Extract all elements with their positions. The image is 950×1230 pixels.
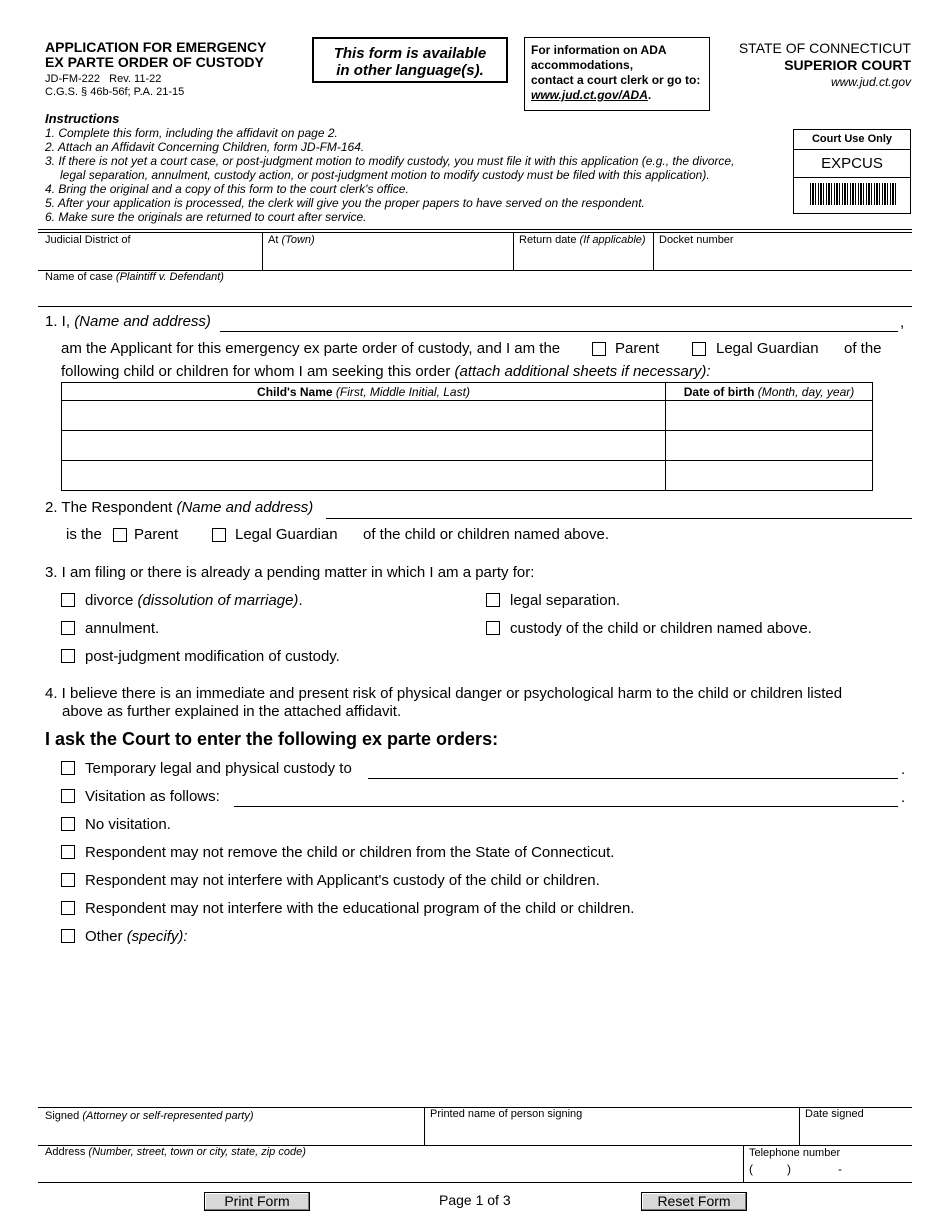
instruction-item: 2. Attach an Affidavit Concerning Children, form JD-FM-164.	[45, 140, 365, 154]
ada-period: .	[647, 88, 652, 102]
section1-applicant-label: 1. I, (Name and address)	[45, 313, 211, 330]
child-dob-header: Date of birth (Month, day, year)	[666, 383, 873, 401]
section4-line1: 4. I believe there is an immediate and present risk of physical danger or psychological harm to the child or children listed	[45, 685, 843, 702]
child-dob-cell[interactable]	[666, 461, 873, 491]
no-visitation-label: No visitation.	[85, 816, 171, 833]
applicant-parent-checkbox[interactable]	[592, 342, 606, 356]
ada-line2: accommodations,	[531, 58, 634, 72]
visitation-field[interactable]	[234, 806, 898, 807]
child-name-cell[interactable]	[62, 461, 666, 491]
respondent-name-field[interactable]	[326, 518, 912, 519]
custody-label: custody of the child or children named above.	[510, 620, 812, 637]
no-interfere-custody-checkbox[interactable]	[61, 873, 75, 887]
applicant-name-field[interactable]	[220, 331, 898, 332]
instruction-item: legal separation, annulment, custody action, or post-judgment motion to modify custody must be filed with this application).	[60, 168, 710, 182]
town-label: At (Town)	[268, 234, 315, 246]
case-name-field[interactable]	[39, 283, 911, 305]
is-the-text: is the	[66, 526, 102, 543]
table-row	[62, 401, 873, 431]
orders-heading: I ask the Court to enter the following ex parte orders:	[45, 729, 499, 749]
signed-label: Signed (Attorney or self-represented party)	[45, 1110, 254, 1122]
divorce-checkbox[interactable]	[61, 593, 75, 607]
docket-number-label: Docket number	[659, 234, 734, 246]
telephone-field[interactable]	[744, 1160, 911, 1181]
divorce-label: divorce (dissolution of marriage).	[85, 592, 303, 609]
judicial-district-field[interactable]	[39, 246, 261, 269]
case-name-label: Name of case (Plaintiff v. Defendant)	[45, 271, 224, 283]
address-label: Address (Number, street, town or city, state, zip code)	[45, 1146, 306, 1158]
ada-link[interactable]: www.jud.ct.gov/ADA	[531, 88, 648, 102]
return-date-label: Return date (If applicable)	[519, 234, 646, 246]
child-dob-cell[interactable]	[666, 401, 873, 431]
ada-info-box	[524, 37, 710, 111]
court-use-title: Court Use Only	[794, 130, 910, 150]
form-id-block	[45, 73, 184, 99]
child-name-cell[interactable]	[62, 431, 666, 461]
children-intro-text: following child or children for whom I am seeking this order (attach additional sheets if necessary):	[61, 363, 711, 380]
children-table	[61, 382, 873, 491]
no-interfere-custody-label: Respondent may not interfere with Applicant's custody of the child or children.	[85, 872, 600, 889]
state-name: STATE OF CONNECTICUT	[738, 40, 911, 56]
applicant-guardian-label: Legal Guardian	[716, 340, 819, 357]
visitation-checkbox[interactable]	[61, 789, 75, 803]
barcode-icon	[810, 183, 896, 205]
form-title	[45, 40, 266, 70]
post-judgment-label: post-judgment modification of custody.	[85, 648, 340, 665]
docket-number-field[interactable]	[654, 246, 911, 269]
other-order-field[interactable]	[85, 948, 911, 1098]
form-title-line1: APPLICATION FOR EMERGENCY	[45, 39, 267, 55]
respondent-parent-checkbox[interactable]	[113, 528, 127, 542]
applicant-comma: ,	[900, 314, 905, 331]
instructions-heading: Instructions	[45, 111, 120, 126]
no-remove-label: Respondent may not remove the child or children from the State of Connecticut.	[85, 844, 615, 861]
form-id: JD-FM-222 Rev. 11-22	[45, 73, 162, 85]
other-order-label: Other (specify):	[85, 928, 188, 945]
applicant-parent-label: Parent	[615, 340, 660, 357]
phone-area-open: (	[749, 1162, 753, 1176]
no-remove-checkbox[interactable]	[61, 845, 75, 859]
return-date-field[interactable]	[514, 246, 652, 269]
instruction-item: 3. If there is not yet a court case, or post-judgment motion to modify custody, you must file it with this application (e.g., the divorce,	[45, 154, 735, 168]
instructions	[45, 112, 734, 224]
section4-statement	[45, 685, 842, 721]
visitation-label: Visitation as follows:	[85, 788, 220, 805]
visitation-period: .	[901, 789, 906, 806]
of-the-text: of the	[844, 340, 882, 357]
annulment-checkbox[interactable]	[61, 621, 75, 635]
annulment-label: annulment.	[85, 620, 160, 637]
section3-intro: 3. I am filing or there is already a pending matter in which I am a party for:	[45, 564, 535, 581]
section2-respondent-label: 2. The Respondent (Name and address)	[45, 499, 314, 516]
town-field[interactable]	[263, 246, 512, 269]
temp-custody-checkbox[interactable]	[61, 761, 75, 775]
temp-custody-field[interactable]	[368, 778, 898, 779]
child-dob-cell[interactable]	[666, 431, 873, 461]
language-notice-line1: This form is available	[333, 45, 487, 62]
no-interfere-education-label: Respondent may not interfere with the educational program of the child or children.	[85, 900, 635, 917]
child-name-cell[interactable]	[62, 401, 666, 431]
legal-separation-checkbox[interactable]	[486, 593, 500, 607]
page-number: Page 1 of 3	[439, 1192, 511, 1208]
applicant-role-text: am the Applicant for this emergency ex parte order of custody, and I am the	[61, 340, 561, 357]
court-website: www.jud.ct.gov	[830, 75, 911, 89]
printed-name-label: Printed name of person signing	[430, 1108, 583, 1120]
printed-name-field[interactable]	[425, 1122, 798, 1144]
respondent-guardian-checkbox[interactable]	[212, 528, 226, 542]
court-use-code: EXPCUS	[794, 150, 910, 178]
judicial-district-label: Judicial District of	[45, 234, 131, 246]
reset-form-button[interactable]: Reset Form	[641, 1192, 747, 1211]
phone-area-close: )	[787, 1162, 791, 1176]
address-field[interactable]	[39, 1159, 742, 1181]
table-row	[62, 431, 873, 461]
language-notice-box	[312, 37, 508, 83]
instruction-item: 1. Complete this form, including the affidavit on page 2.	[45, 126, 338, 140]
respondent-guardian-label: Legal Guardian	[235, 526, 338, 543]
signature-field[interactable]	[39, 1122, 423, 1144]
post-judgment-checkbox[interactable]	[61, 649, 75, 663]
no-visitation-checkbox[interactable]	[61, 817, 75, 831]
instruction-item: 6. Make sure the originals are returned to court after service.	[45, 210, 367, 224]
court-header	[739, 40, 911, 91]
ada-line3: contact a court clerk or go to:	[531, 73, 701, 87]
other-order-checkbox[interactable]	[61, 929, 75, 943]
print-form-button[interactable]: Print Form	[204, 1192, 310, 1211]
applicant-guardian-checkbox[interactable]	[692, 342, 706, 356]
date-signed-field[interactable]	[800, 1122, 911, 1144]
child-name-header: Child's Name (First, Middle Initial, Last)	[62, 383, 666, 401]
section4-line2: above as further explained in the attached affidavit.	[62, 703, 402, 720]
no-interfere-education-checkbox[interactable]	[61, 901, 75, 915]
temp-custody-label: Temporary legal and physical custody to	[85, 760, 352, 777]
temp-custody-period: .	[901, 761, 906, 778]
instruction-item: 4. Bring the original and a copy of this form to the court clerk's office.	[45, 182, 409, 196]
respondent-role-suffix: of the child or children named above.	[363, 526, 609, 543]
instruction-item: 5. After your application is processed, the clerk will give you the proper papers to have served on the respondent.	[45, 196, 645, 210]
language-notice-line2: in other language(s).	[336, 62, 484, 79]
court-name: SUPERIOR COURT	[784, 57, 911, 73]
date-signed-label: Date signed	[805, 1108, 864, 1120]
phone-dash: -	[838, 1162, 842, 1176]
table-row	[62, 461, 873, 491]
custody-checkbox[interactable]	[486, 621, 500, 635]
telephone-label: Telephone number	[749, 1147, 841, 1159]
statute-reference: C.G.S. § 46b-56f; P.A. 21-15	[45, 86, 185, 98]
respondent-parent-label: Parent	[134, 526, 179, 543]
ada-line1: For information on ADA	[531, 43, 667, 57]
form-title-line2: EX PARTE ORDER OF CUSTODY	[45, 54, 264, 70]
legal-separation-label: legal separation.	[510, 592, 621, 609]
